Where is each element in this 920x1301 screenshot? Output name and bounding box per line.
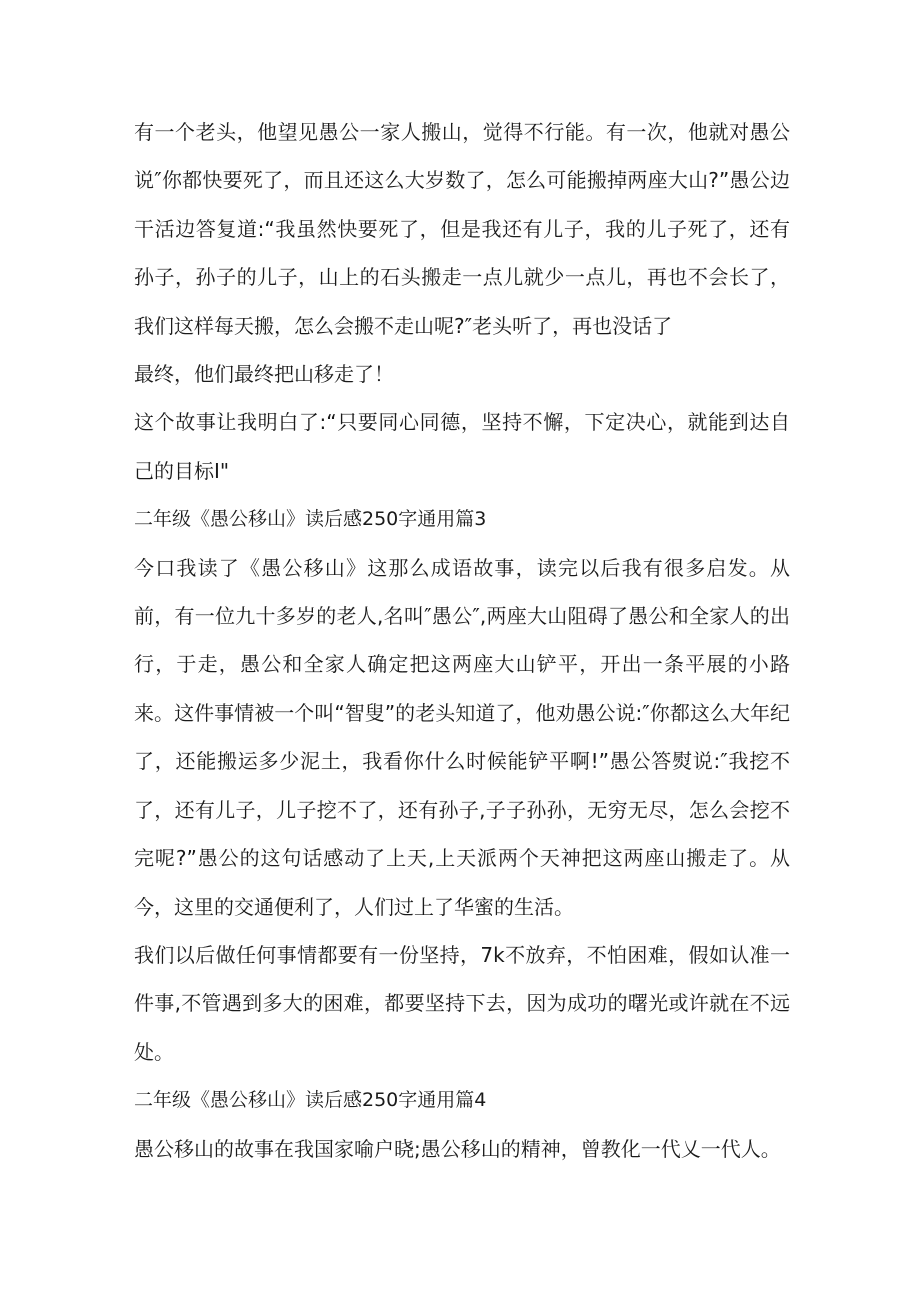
- section-heading-part-3: 二年级《愚公移山》读后感250字通用篇3: [134, 508, 487, 531]
- paragraph-part-4-intro: 愚公移山的故事在我国家喻户晓;愚公移山的精神，曾教化一代乂一代人。: [134, 1136, 781, 1161]
- paragraph-lesson: 这个故事让我明白了:“只要同心同德，坚持不懈，下定决心，就能到达自己的目标I": [134, 410, 790, 483]
- paragraph-part-3-reflection: 我们以后做任何事情都要有一份坚持，7k不放弃，不怕困难，假如认准一件事,不管遇到多大的困难，都要坚持下去，因为成功的曙光或许就在不远处。: [134, 942, 790, 1064]
- paragraph-old-man-story: 有一个老头，他望见愚公一家人搬山，觉得不行能。有一次，他就对愚公说″你都快要死了，而且还这么大岁数了，怎么可能搬掉两座大山?”愚公边干活边答复道:“我虽然快要死了，但是我还有儿子，我的儿子死了，还有孙子，孙子的儿子，山上的石头搬走一点儿就少一点儿，再也不会长了，我们这样每天搬，怎么会搬不走山呢?″老头听了，再也没话了: [134, 120, 790, 338]
- section-heading-part-4: 二年级《愚公移山》读后感250字通用篇4: [134, 1089, 487, 1112]
- paragraph-moved-mountain: 最终，他们最终把山移走了！: [134, 362, 394, 387]
- document-body: [134, 108, 790, 1173]
- paragraph-part-3-story: 今口我读了《愚公移山》这那么成语故事，读完以后我有很多启发。从前，有一位九十多岁的老人,名叫″愚公″,两座大山阻碍了愚公和全家人的出行，于走，愚公和全家人确定把这两座大山铲平，开出一条平展的小路来。这件事情被一个叫“智叟”的老头知道了，他劝愚公说:″你都这么大年纪了，还能搬运多少泥土，我看你什么时候能铲平啊!”愚公答熨说:″我挖不了，还有儿子，儿子挖不了，还有孙子,子子孙孙，无穷无尽，怎么会挖不完呢?”愚公的这句话感动了上天,上天派两个天神把这两座山搬走了。从今，这里的交通便利了，人们过上了华蜜的生活。: [134, 555, 790, 919]
